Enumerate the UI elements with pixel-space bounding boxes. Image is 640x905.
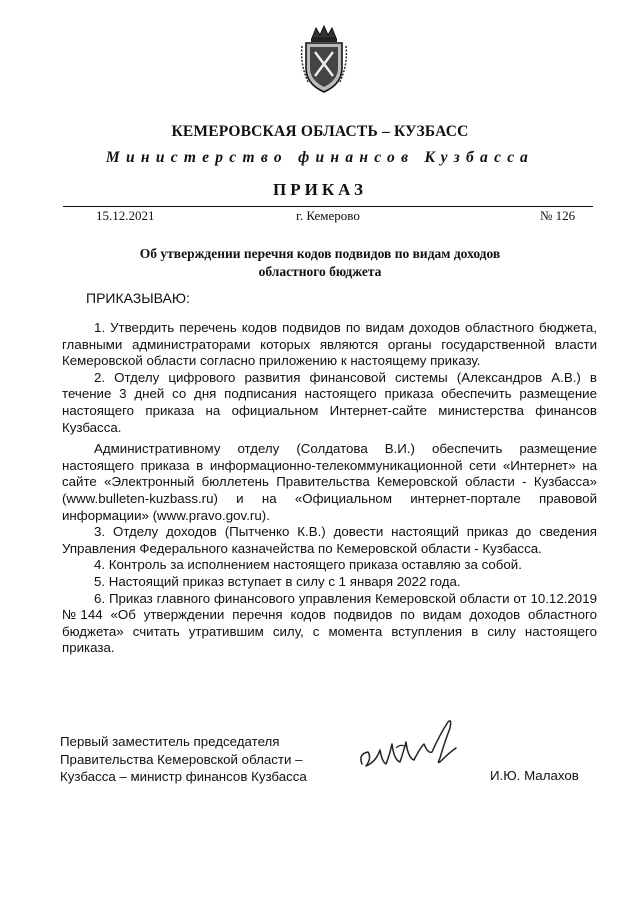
order-word: ПРИКАЗЫВАЮ: [86, 290, 190, 306]
body-paragraph: 6. Приказ главного финансового управления Кемеровской области от 10.12.2019 №144 «Об утверждении перечня кодов подвидов по видам доходов областного бюджета» считать утратившим силу, с момента вступления в силу настоящего приказа. [62, 590, 597, 656]
body-paragraph: 2. Отделу цифрового развития финансовой системы (Александров А.В.) в течение 3 дней со дня подписания настоящего приказа обеспечить размещение настоящего приказа на официальном Интернет-сайте министерства финансов Кузбасса. [62, 369, 597, 435]
signatory-title-line: Первый заместитель председателя [60, 734, 280, 749]
body-paragraph: 5. Настоящий приказ вступает в силу с 1 января 2022 года. [94, 573, 461, 589]
subject-line: Об утверждении перечня кодов подвидов по видам доходов [139, 246, 501, 261]
signatory-title [60, 733, 307, 786]
document-body [62, 320, 597, 657]
document-type: ПРИКАЗ [273, 180, 367, 199]
document-number: № 126 [540, 208, 576, 223]
header-divider [63, 206, 593, 207]
coat-of-arms-emblem [298, 24, 350, 96]
subject-line: областного бюджета [258, 264, 382, 279]
document-date: 15.12.2021 [96, 208, 155, 223]
signatory-title-line: Правительства Кемеровской области – [60, 751, 303, 767]
region-title: КЕМЕРОВСКАЯ ОБЛАСТЬ – КУЗБАСС [171, 123, 469, 140]
body-paragraph: 1. Утвердить перечень кодов подвидов по видам доходов областного бюджета, главными администраторами которых являются органы государственной власти Кемеровской области согласно приложению к настоящему приказу. [62, 320, 597, 369]
document-city: г. Кемерово [296, 208, 360, 223]
document-subject [0, 245, 640, 281]
body-paragraph: 3. Отделу доходов (Пытченко К.В.) довести настоящий приказ до сведения Управления Федерального казначейства по Кемеровской области - Кузбасса. [62, 524, 597, 556]
signatory-name: И.Ю. Малахов [490, 768, 579, 783]
signatory-title-line: Кузбасса – министр финансов Кузбасса [60, 769, 307, 784]
body-paragraph: 4. Контроль за исполнением настоящего приказа оставляю за собой. [94, 557, 522, 573]
ministry-title: Министерство финансов Кузбасса [105, 149, 535, 166]
handwritten-signature [356, 714, 476, 778]
body-paragraph: Административному отделу (Солдатова В.И.) обеспечить размещение настоящего приказа в информационно-телекоммуникационной сети «Интернет» на сайте «Электронный бюллетень Правительства Кемеровской области - Кузбасса» (www.bulleten-kuzbass.ru) и на «Официальном интернет-портале правовой информации» (www.pravo.gov.ru). [62, 441, 597, 523]
